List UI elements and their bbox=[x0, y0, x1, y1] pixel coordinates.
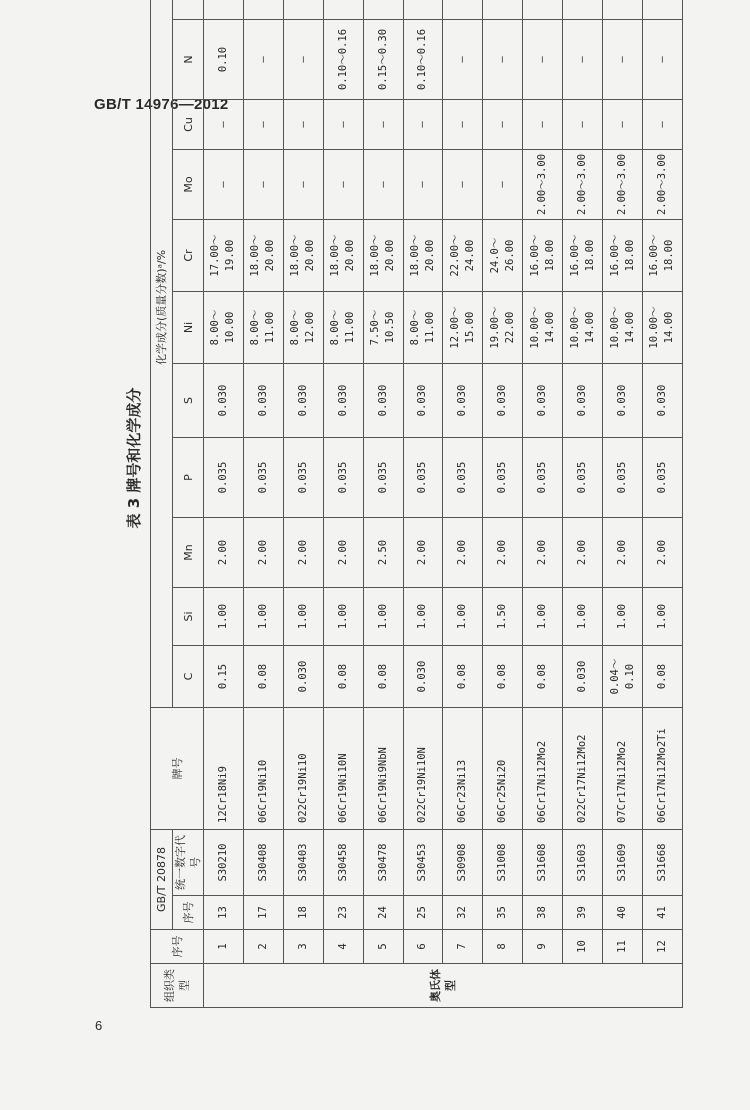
cell-si: 1.00 bbox=[204, 588, 244, 646]
cell-cr: 24.0～26.00 bbox=[483, 220, 523, 292]
cell-n: 0.10～0.16 bbox=[323, 20, 363, 100]
cell-c: 0.030 bbox=[283, 646, 323, 708]
header-el-other bbox=[173, 0, 204, 20]
cell-si: 1.00 bbox=[443, 588, 483, 646]
cell-ni: 8.00～12.00 bbox=[283, 292, 323, 364]
cell-cr: 18.00～20.00 bbox=[363, 220, 403, 292]
cell-si: 1.00 bbox=[363, 588, 403, 646]
cell-si: 1.00 bbox=[283, 588, 323, 646]
header-el-mo: Mo bbox=[173, 150, 204, 220]
cell-cu: — bbox=[563, 100, 603, 150]
cell-gbt: 40 bbox=[603, 896, 643, 930]
cell-s: 0.030 bbox=[642, 364, 682, 438]
cell-code: S31668 bbox=[642, 830, 682, 896]
cell-cu: — bbox=[204, 100, 244, 150]
cell-cu: — bbox=[363, 100, 403, 150]
cell-cu: — bbox=[443, 100, 483, 150]
table-row bbox=[483, 0, 523, 1008]
table-row bbox=[323, 0, 363, 1008]
cell-n: — bbox=[443, 20, 483, 100]
cell-si: 1.00 bbox=[603, 588, 643, 646]
cell-s: 0.030 bbox=[363, 364, 403, 438]
cell-seq: 3 bbox=[283, 930, 323, 964]
cell-mn: 2.00 bbox=[563, 518, 603, 588]
cell-n: 0.10 bbox=[204, 20, 244, 100]
cell-cr: 16.00～18.00 bbox=[563, 220, 603, 292]
cell-c: 0.04～0.10 bbox=[603, 646, 643, 708]
cell-n: 0.15～0.30 bbox=[363, 20, 403, 100]
cell-grade: 07Cr17Ni12Mo2 bbox=[603, 708, 643, 830]
cell-gbt: 17 bbox=[243, 896, 283, 930]
cell-p: 0.035 bbox=[443, 438, 483, 518]
table-row bbox=[243, 0, 283, 1008]
cell-grade: 06Cr19Ni10 bbox=[243, 708, 283, 830]
cell-si: 1.00 bbox=[563, 588, 603, 646]
cell-s: 0.030 bbox=[523, 364, 563, 438]
cell-grade: 022Cr17Ni12Mo2 bbox=[563, 708, 603, 830]
cell-s: 0.030 bbox=[483, 364, 523, 438]
cell-cr: 18.00～20.00 bbox=[283, 220, 323, 292]
header-el-c: C bbox=[173, 646, 204, 708]
cell-cr: 18.00～20.00 bbox=[323, 220, 363, 292]
cell-mo: 2.00～3.00 bbox=[523, 150, 563, 220]
table-body bbox=[204, 0, 683, 1008]
cell-si: 1.50 bbox=[483, 588, 523, 646]
cell-mn: 2.00 bbox=[323, 518, 363, 588]
cell-mo: — bbox=[363, 150, 403, 220]
cell-cr: 16.00～18.00 bbox=[523, 220, 563, 292]
cell-gbt: 39 bbox=[563, 896, 603, 930]
cell-cu: — bbox=[283, 100, 323, 150]
cell-other bbox=[363, 0, 403, 20]
cell-si: 1.00 bbox=[642, 588, 682, 646]
cell-c: 0.030 bbox=[563, 646, 603, 708]
cell-cr: 16.00～18.00 bbox=[603, 220, 643, 292]
cell-mo: — bbox=[283, 150, 323, 220]
header-el-cr: Cr bbox=[173, 220, 204, 292]
table-row bbox=[603, 0, 643, 1008]
cell-mo: 2.00～3.00 bbox=[603, 150, 643, 220]
cell-seq: 12 bbox=[642, 930, 682, 964]
cell-mo: — bbox=[243, 150, 283, 220]
cell-grade: 022Cr19Ni10 bbox=[283, 708, 323, 830]
cell-mo: — bbox=[323, 150, 363, 220]
cell-code: S31008 bbox=[483, 830, 523, 896]
cell-c: 0.08 bbox=[523, 646, 563, 708]
cell-c: 0.08 bbox=[323, 646, 363, 708]
cell-p: 0.035 bbox=[563, 438, 603, 518]
header-el-cu: Cu bbox=[173, 100, 204, 150]
cell-mn: 2.00 bbox=[243, 518, 283, 588]
cell-mo: — bbox=[483, 150, 523, 220]
cell-other bbox=[403, 0, 443, 20]
table-caption: 表 3 牌号和化学成分 bbox=[125, 387, 143, 529]
cell-c: 0.08 bbox=[243, 646, 283, 708]
standard-id: GB/T 14976—2012 bbox=[94, 96, 229, 113]
composition-table bbox=[150, 0, 683, 1008]
cell-p: 0.035 bbox=[323, 438, 363, 518]
cell-grade: 06Cr17Ni12Mo2 bbox=[523, 708, 563, 830]
cell-code: S30403 bbox=[283, 830, 323, 896]
cell-seq: 8 bbox=[483, 930, 523, 964]
cell-seq: 7 bbox=[443, 930, 483, 964]
table-row bbox=[204, 0, 244, 1008]
cell-mn: 2.00 bbox=[443, 518, 483, 588]
cell-mo: — bbox=[443, 150, 483, 220]
cell-mn: 2.00 bbox=[603, 518, 643, 588]
cell-ni: 8.00～10.00 bbox=[204, 292, 244, 364]
cell-mo: 2.00～3.00 bbox=[563, 150, 603, 220]
cell-n: — bbox=[642, 20, 682, 100]
cell-c: 0.08 bbox=[363, 646, 403, 708]
cell-cu: — bbox=[603, 100, 643, 150]
cell-n: — bbox=[563, 20, 603, 100]
cell-si: 1.00 bbox=[323, 588, 363, 646]
cell-cr: 18.00～20.00 bbox=[243, 220, 283, 292]
cell-other bbox=[563, 0, 603, 20]
cell-seq: 1 bbox=[204, 930, 244, 964]
cell-grade: 06Cr19Ni9NbN bbox=[363, 708, 403, 830]
header-org-type: 组织类型 bbox=[151, 964, 204, 1008]
cell-other bbox=[204, 0, 244, 20]
cell-ni: 19.00～22.00 bbox=[483, 292, 523, 364]
table-row bbox=[563, 0, 603, 1008]
cell-code: S31608 bbox=[523, 830, 563, 896]
cell-n: 0.10～0.16 bbox=[403, 20, 443, 100]
cell-code: S30408 bbox=[243, 830, 283, 896]
cell-gbt: 41 bbox=[642, 896, 682, 930]
header-seq: 序号 bbox=[151, 930, 204, 964]
cell-s: 0.030 bbox=[243, 364, 283, 438]
cell-cr: 16.00～18.00 bbox=[642, 220, 682, 292]
cell-p: 0.035 bbox=[363, 438, 403, 518]
cell-ni: 10.00～14.00 bbox=[563, 292, 603, 364]
cell-s: 0.030 bbox=[283, 364, 323, 438]
cell-grade: 12Cr18Ni9 bbox=[204, 708, 244, 830]
cell-other bbox=[523, 0, 563, 20]
cell-grade: 06Cr23Ni13 bbox=[443, 708, 483, 830]
cell-other bbox=[483, 0, 523, 20]
header-el-s: S bbox=[173, 364, 204, 438]
cell-other bbox=[283, 0, 323, 20]
cell-gbt: 23 bbox=[323, 896, 363, 930]
cell-code: S30908 bbox=[443, 830, 483, 896]
cell-n: — bbox=[243, 20, 283, 100]
cell-cu: — bbox=[642, 100, 682, 150]
cell-s: 0.030 bbox=[563, 364, 603, 438]
cell-ni: 7.50～10.50 bbox=[363, 292, 403, 364]
cell-ni: 12.00～15.00 bbox=[443, 292, 483, 364]
cell-cu: — bbox=[243, 100, 283, 150]
cell-grade: 06Cr25Ni20 bbox=[483, 708, 523, 830]
header-gbt-group: GB/T 20878 bbox=[151, 830, 173, 930]
cell-gbt: 13 bbox=[204, 896, 244, 930]
cell-si: 1.00 bbox=[243, 588, 283, 646]
rotated-table-block bbox=[118, 0, 728, 1008]
cell-p: 0.035 bbox=[523, 438, 563, 518]
cell-gbt: 32 bbox=[443, 896, 483, 930]
cell-code: S30478 bbox=[363, 830, 403, 896]
cell-n: — bbox=[603, 20, 643, 100]
cell-s: 0.030 bbox=[204, 364, 244, 438]
cell-mn: 2.00 bbox=[483, 518, 523, 588]
cell-ni: 10.00～14.00 bbox=[603, 292, 643, 364]
cell-s: 0.030 bbox=[323, 364, 363, 438]
cell-gbt: 24 bbox=[363, 896, 403, 930]
cell-code: S30453 bbox=[403, 830, 443, 896]
cell-mn: 2.00 bbox=[642, 518, 682, 588]
header-el-si: Si bbox=[173, 588, 204, 646]
cell-code: S30458 bbox=[323, 830, 363, 896]
header-el-p: P bbox=[173, 438, 204, 518]
cell-grade: 06Cr17Ni12Mo2Ti bbox=[642, 708, 682, 830]
cell-cu: — bbox=[523, 100, 563, 150]
cell-other bbox=[603, 0, 643, 20]
header-unified-code: 统一数字代号 bbox=[173, 830, 204, 896]
cell-s: 0.030 bbox=[403, 364, 443, 438]
cell-mn: 2.00 bbox=[283, 518, 323, 588]
cell-ni: 8.00～11.00 bbox=[403, 292, 443, 364]
cell-mn: 2.00 bbox=[523, 518, 563, 588]
table-row bbox=[403, 0, 443, 1008]
cell-ni: 10.00～14.00 bbox=[523, 292, 563, 364]
cell-cu: — bbox=[323, 100, 363, 150]
cell-mo: 2.00～3.00 bbox=[642, 150, 682, 220]
cell-code: S31609 bbox=[603, 830, 643, 896]
cell-cr: 17.00～19.00 bbox=[204, 220, 244, 292]
cell-seq: 10 bbox=[563, 930, 603, 964]
cell-cu: — bbox=[483, 100, 523, 150]
header-grade: 牌号 bbox=[151, 708, 204, 830]
cell-seq: 2 bbox=[243, 930, 283, 964]
cell-mn: 2.50 bbox=[363, 518, 403, 588]
cell-gbt: 18 bbox=[283, 896, 323, 930]
cell-seq: 4 bbox=[323, 930, 363, 964]
cell-n: — bbox=[523, 20, 563, 100]
cell-cu: — bbox=[403, 100, 443, 150]
cell-p: 0.035 bbox=[204, 438, 244, 518]
cell-seq: 6 bbox=[403, 930, 443, 964]
table-row bbox=[363, 0, 403, 1008]
cell-si: 1.00 bbox=[403, 588, 443, 646]
cell-other bbox=[642, 0, 682, 20]
cell-p: 0.035 bbox=[403, 438, 443, 518]
cell-ni: 8.00～11.00 bbox=[323, 292, 363, 364]
cell-c: 0.15 bbox=[204, 646, 244, 708]
cell-c: 0.08 bbox=[642, 646, 682, 708]
cell-gbt: 35 bbox=[483, 896, 523, 930]
cell-c: 0.030 bbox=[403, 646, 443, 708]
cell-mo: — bbox=[204, 150, 244, 220]
cell-code: S30210 bbox=[204, 830, 244, 896]
header-el-mn: Mn bbox=[173, 518, 204, 588]
cell-gbt: 38 bbox=[523, 896, 563, 930]
cell-cr: 18.00～20.00 bbox=[403, 220, 443, 292]
cell-seq: 11 bbox=[603, 930, 643, 964]
cell-other bbox=[243, 0, 283, 20]
cell-grade: 06Cr19Ni10N bbox=[323, 708, 363, 830]
cell-p: 0.035 bbox=[243, 438, 283, 518]
cell-other bbox=[323, 0, 363, 20]
org-type-cell: 奥氏体型 bbox=[204, 964, 683, 1008]
cell-mn: 2.00 bbox=[403, 518, 443, 588]
table-row bbox=[642, 0, 682, 1008]
cell-p: 0.035 bbox=[283, 438, 323, 518]
table-row bbox=[283, 0, 323, 1008]
cell-n: — bbox=[283, 20, 323, 100]
page-number: 6 bbox=[95, 1018, 103, 1033]
header-chem-group: 化学成分(质量分数)ᵃ/% bbox=[151, 0, 173, 708]
table-row bbox=[523, 0, 563, 1008]
cell-c: 0.08 bbox=[443, 646, 483, 708]
cell-n: — bbox=[483, 20, 523, 100]
cell-cr: 22.00～24.00 bbox=[443, 220, 483, 292]
cell-s: 0.030 bbox=[603, 364, 643, 438]
cell-si: 1.00 bbox=[523, 588, 563, 646]
cell-ni: 10.00～14.00 bbox=[642, 292, 682, 364]
cell-s: 0.030 bbox=[443, 364, 483, 438]
cell-code: S31603 bbox=[563, 830, 603, 896]
cell-c: 0.08 bbox=[483, 646, 523, 708]
cell-p: 0.035 bbox=[483, 438, 523, 518]
cell-seq: 5 bbox=[363, 930, 403, 964]
cell-other bbox=[443, 0, 483, 20]
header-gbt-seq: 序号 bbox=[173, 896, 204, 930]
header-el-ni: Ni bbox=[173, 292, 204, 364]
cell-ni: 8.00～11.00 bbox=[243, 292, 283, 364]
cell-gbt: 25 bbox=[403, 896, 443, 930]
cell-grade: 022Cr19Ni10N bbox=[403, 708, 443, 830]
header-el-n: N bbox=[173, 20, 204, 100]
cell-mo: — bbox=[403, 150, 443, 220]
cell-mn: 2.00 bbox=[204, 518, 244, 588]
cell-p: 0.035 bbox=[603, 438, 643, 518]
cell-seq: 9 bbox=[523, 930, 563, 964]
cell-p: 0.035 bbox=[642, 438, 682, 518]
table-row bbox=[443, 0, 483, 1008]
